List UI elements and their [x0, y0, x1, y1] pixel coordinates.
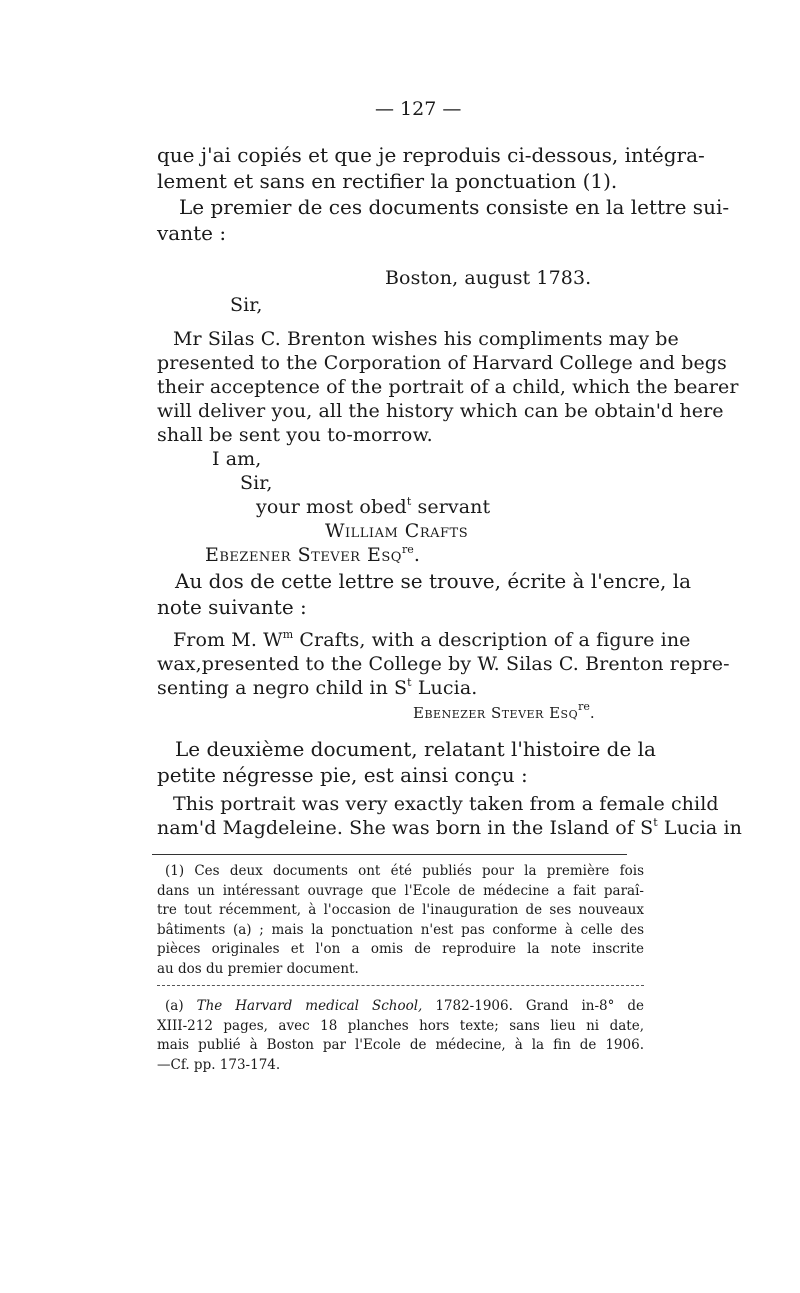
transition-paragraph-1: [157, 568, 692, 620]
intro-paragraph: [157, 142, 730, 246]
portrait-line: This portrait was very exactly taken from a female child: [173, 793, 719, 815]
footnote-a: [157, 997, 644, 1075]
letter-line: will deliver you, all the history which can be obtain'd here: [157, 400, 724, 422]
letter-closing-servant: your most obed$^t$ servant: [256, 495, 491, 518]
letter-body: [157, 327, 739, 447]
transition-line: Au dos de cette lettre se trouve, écrite à l'encre, la: [175, 569, 692, 593]
back-note: [157, 628, 730, 700]
transition-line: Le deuxième document, relatant l'histoire de la: [175, 737, 656, 761]
footnote-1: [157, 862, 644, 980]
transition-line: petite négresse pie, est ainsi conçu :: [157, 763, 528, 787]
portrait-line: nam'd Magdeleine. She was born in the Island of $S^t$ Lucia in: [157, 816, 742, 839]
letter-addressee: Ebezener Stever Esq$^{re}$.: [205, 543, 421, 566]
transition-paragraph-2: [157, 736, 656, 788]
letter-line: Mr Silas C. Brenton wishes his compliments may be: [173, 328, 679, 350]
footnote-line: —Cf. pp. 173-174.: [157, 1056, 281, 1073]
letter-closing-sir: Sir,: [240, 472, 273, 494]
letter-salutation: Sir,: [230, 294, 263, 316]
back-note-line: From M. $W^m$ Crafts, with a description of a figure ine: [173, 628, 691, 651]
letter-closing-i-am: I am,: [212, 448, 262, 470]
footnote-line: mais publié à Boston par l'Ecole de médecine, à la fin de 1906.: [157, 1037, 644, 1054]
letter-signature: William Crafts: [325, 520, 469, 542]
letter-line: their acceptence of the portrait of a child, which the bearer: [157, 376, 739, 398]
back-note-line: wax,presented to the College by W. Silas C. Brenton repre-: [157, 653, 730, 675]
footnote-line: bâtiments (a) ; mais la ponctuation n'est pas conforme à celle des: [157, 921, 644, 938]
letter-dateline: Boston, august 1783.: [385, 267, 592, 289]
footnote-line: XIII-212 pages, avec 18 planches hors texte; sans lieu ni date,: [157, 1017, 644, 1034]
intro-line: Le premier de ces documents consiste en la lettre sui-: [179, 195, 730, 219]
footnote-rule: [152, 854, 627, 855]
transition-line: note suivante :: [157, 595, 307, 619]
portrait-text: [157, 792, 742, 840]
footnote-separator: [157, 985, 644, 986]
intro-line: vante :: [157, 221, 227, 245]
letter-line: shall be sent you to-morrow.: [157, 424, 433, 446]
back-note-line: senting a negro child in $S^t$ Lucia.: [157, 676, 478, 699]
footnote-line: tre tout récemment, à l'occasion de l'inauguration de ses nouveaux: [157, 902, 644, 919]
letter-line: presented to the Corporation of Harvard College and begs: [157, 352, 727, 374]
intro-line: que j'ai copiés et que je reproduis ci-dessous, intégra-: [157, 143, 705, 167]
page-number: — 127 —: [375, 98, 462, 120]
footnote-line: pièces originales et l'on a omis de reproduire la note inscrite: [157, 941, 644, 958]
footnote-line: (a) The Harvard medical School, 1782-1906. Grand in-8° de: [165, 998, 645, 1014]
footnote-line: (1) Ces deux documents ont été publiés pour la première fois: [165, 863, 644, 879]
footnote-line: au dos du premier document.: [157, 960, 359, 977]
footnote-line: dans un intéressant ouvrage que l'Ecole de médecine a fait paraî-: [157, 882, 644, 899]
back-note-signature: Ebenezer Stever Esq$^{re}$.: [413, 700, 595, 722]
intro-line: lement et sans en rectifier la ponctuation (1).: [157, 169, 618, 193]
